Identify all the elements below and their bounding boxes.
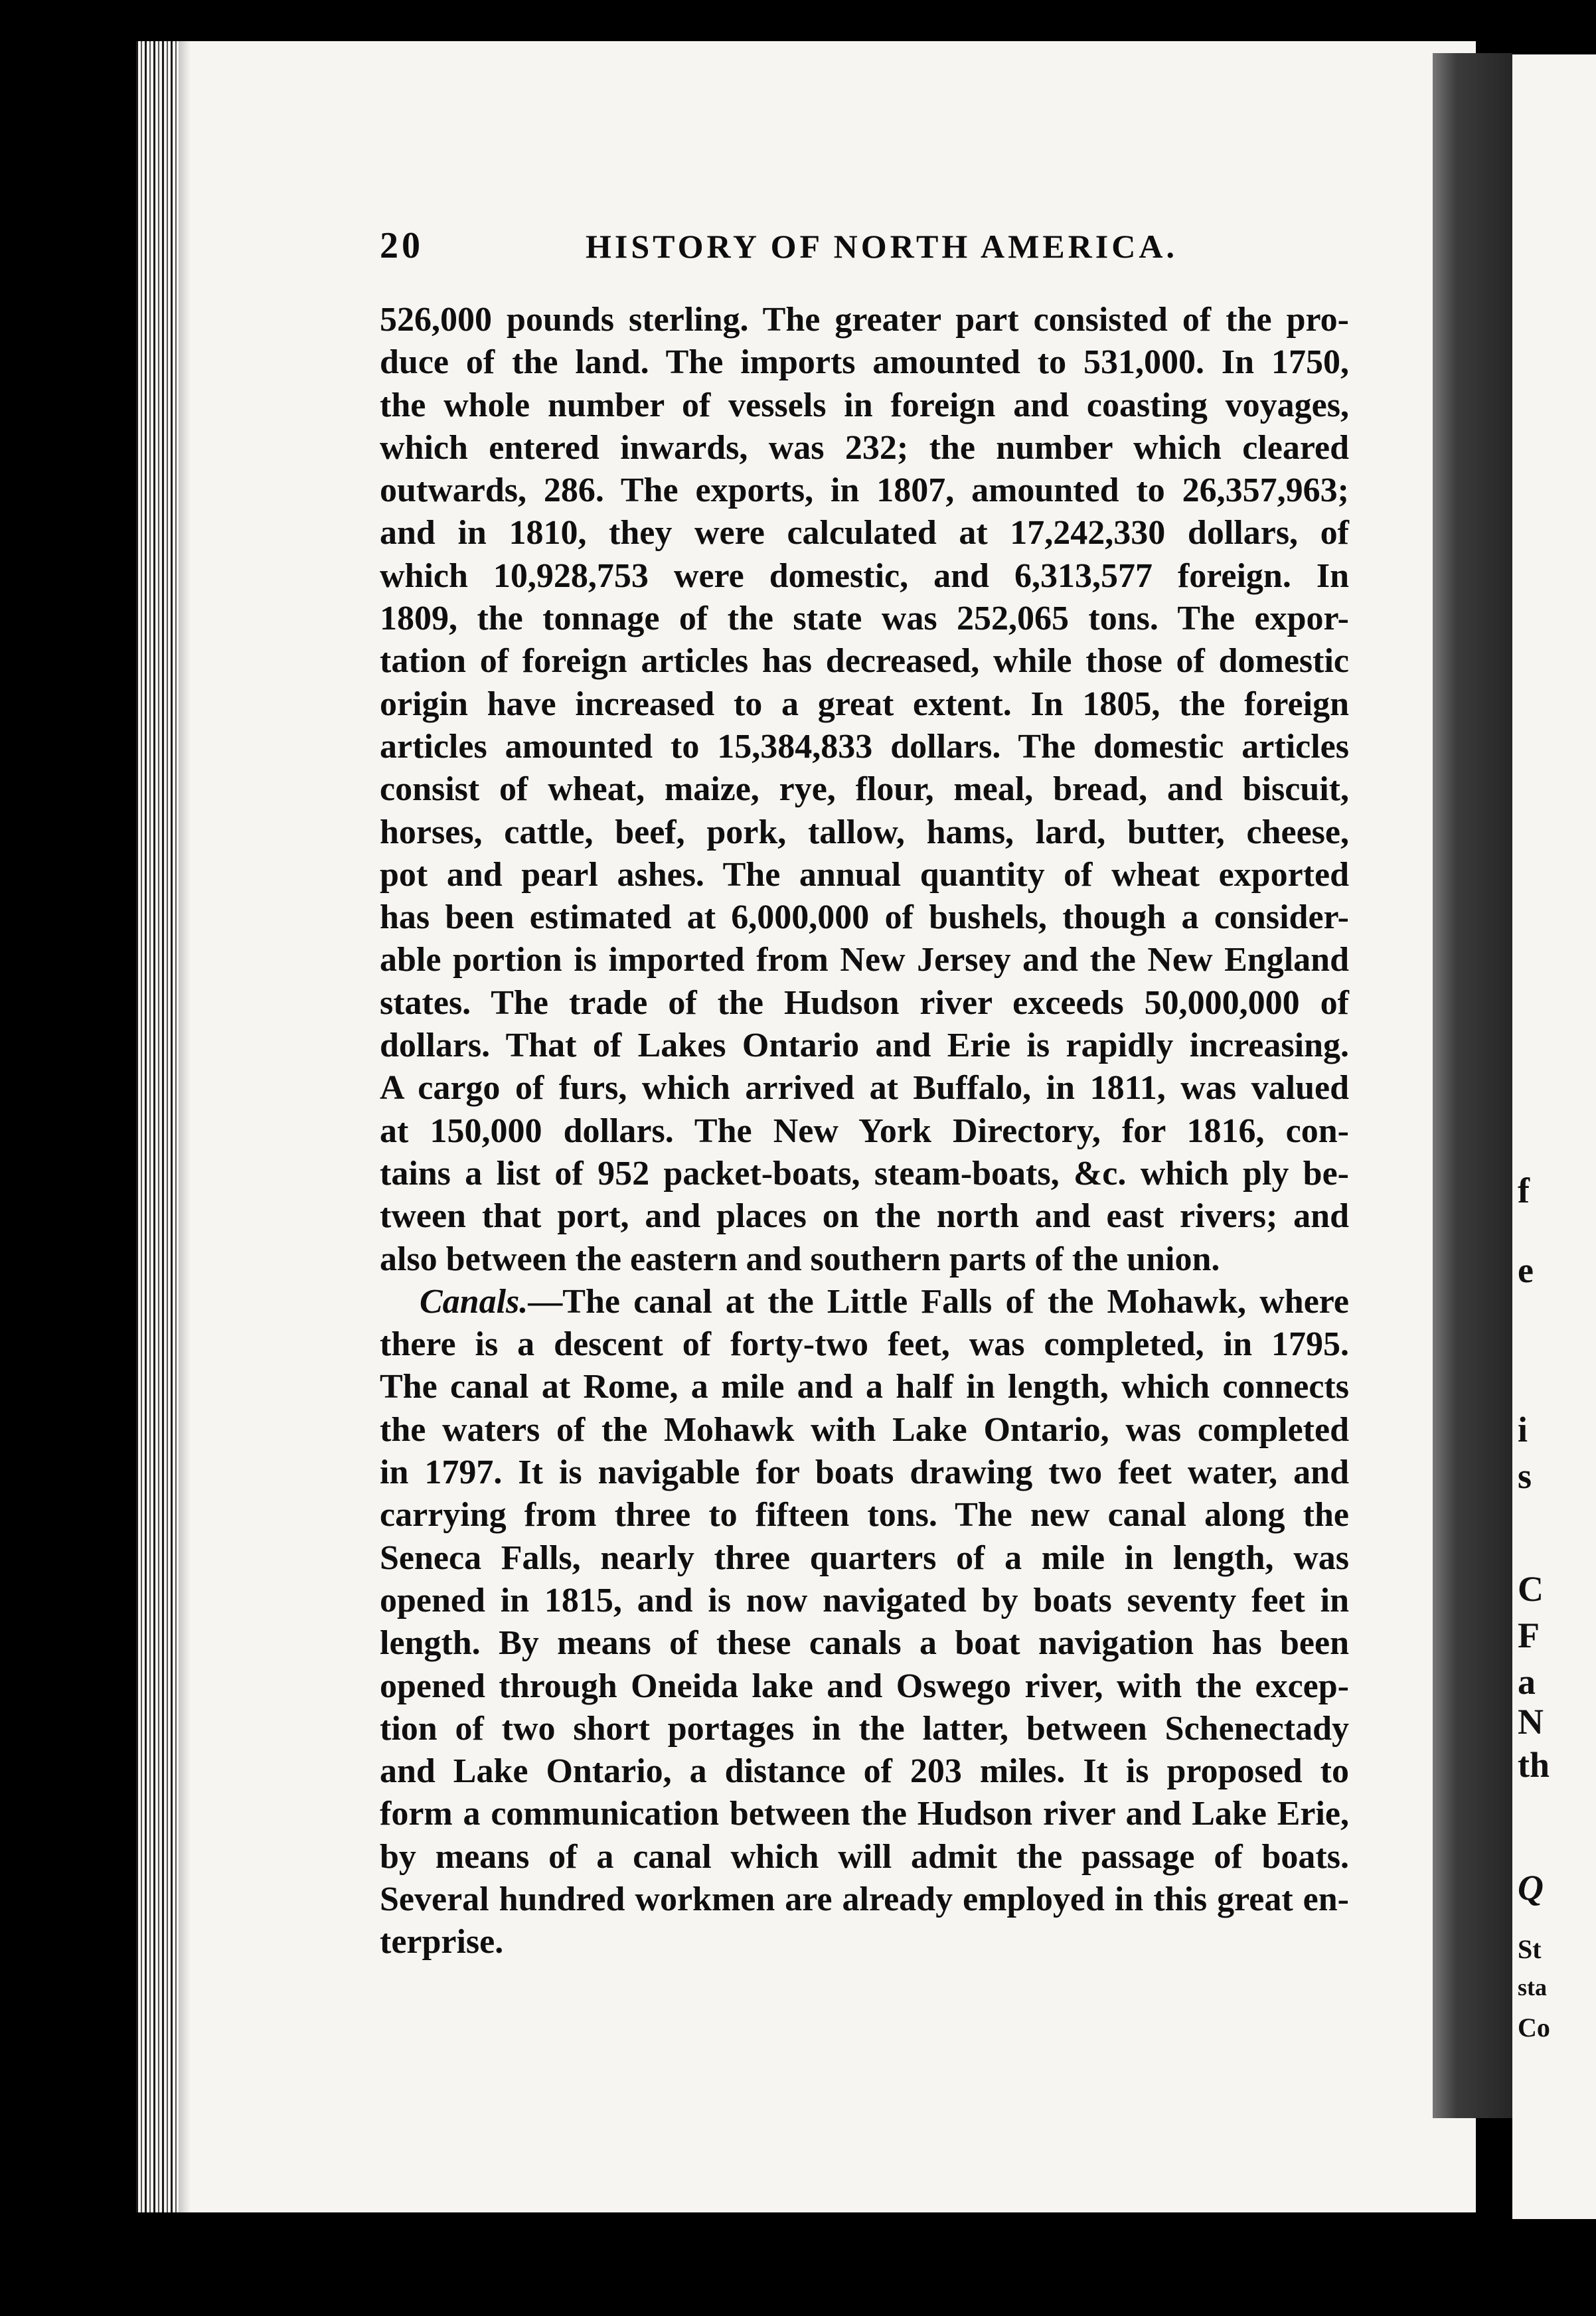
fragment-text: F [1518,1615,1540,1655]
fragment-text: f [1518,1171,1530,1210]
text-line: pot and pearl ashes. The annual quantity of wheat exported [380,855,1349,894]
text-line: terprise. [380,1923,504,1961]
text-line: The canal at Rome, a mile and a half in length, which connects [380,1368,1349,1406]
text-line: consist of wheat, maize, rye, flour, meal, bread, and biscuit, [380,770,1349,809]
text-line: tion of two short portages in the latter, between Schenectady [380,1709,1349,1748]
fragment-text: Co [1518,2013,1550,2042]
page-number: 20 [380,225,424,266]
paragraph-trade [380,299,1349,1281]
fragment-text: a [1518,1662,1536,1702]
fragment-text: St [1518,1934,1542,1964]
text-line: and Lake Ontario, a distance of 203 miles. It is proposed to [380,1752,1349,1791]
text-fragment: —The canal at the Little Falls of the Mohawk, where [528,1282,1349,1321]
text-line: duce of the land. The imports amounted to 531,000. In 1750, [380,343,1349,382]
text-line: able portion is imported from New Jersey and the New England [380,941,1349,979]
text-line: 1809, the tonnage of the state was 252,065 tons. The expor- [380,600,1349,638]
text-line: articles amounted to 15,384,833 dollars. The domestic articles [380,727,1349,766]
running-head: HISTORY OF NORTH AMERICA. [586,228,1178,265]
fragment-text: s [1518,1456,1532,1496]
text-line: and in 1810, they were calculated at 17,242,330 dollars, of [380,514,1349,552]
text-line: which entered inwards, was 232; the number which cleared [380,428,1349,467]
text-line: opened through Oneida lake and Oswego river, with the excep- [380,1667,1349,1705]
text-line: at 150,000 dollars. The New York Directory, for 1816, con- [380,1112,1349,1150]
page-edge-shadow [1433,53,1512,2118]
text-line: tween that port, and places on the north and east rivers; and [380,1197,1349,1236]
text-line: the waters of the Mohawk with Lake Ontario, was completed [380,1410,1349,1449]
text-line: dollars. That of Lakes Ontario and Erie is rapidly increasing. [380,1027,1349,1065]
text-line: tains a list of 952 packet-boats, steam-boats, &c. which ply be- [380,1154,1349,1193]
text-line [380,1281,1349,1323]
gutter-shadow [179,41,191,2212]
text-line: outwards, 286. The exports, in 1807, amounted to 26,357,963; [380,471,1349,510]
text-line: states. The trade of the Hudson river exceeds 50,000,000 of [380,983,1349,1022]
section-label: Canals. [420,1282,528,1321]
text-line: has been estimated at 6,000,000 of bushels, though a consider- [380,898,1349,937]
text-line: A cargo of furs, which arrived at Buffalo, in 1811, was valued [380,1069,1349,1108]
text-line: also between the eastern and southern parts of the union. [380,1240,1220,1278]
text-line: carrying from three to fifteen tons. The new canal along the [380,1496,1349,1534]
fragment-text: Q [1518,1868,1544,1908]
body-text [380,299,1349,1964]
text-line: origin have increased to a great extent. In 1805, the foreign [380,685,1349,723]
fragment-text: i [1518,1410,1528,1449]
text-line: there is a descent of forty-two feet, was completed, in 1795. [380,1325,1349,1364]
text-line: by means of a canal which will admit the passage of boats. [380,1837,1349,1876]
text-line: tation of foreign articles has decreased, while those of domestic [380,642,1349,681]
book-gutter [136,41,179,2212]
text-line: form a communication between the Hudson river and Lake Erie, [380,1795,1349,1833]
fragment-text: e [1518,1250,1534,1290]
fragment-text: th [1518,1745,1550,1785]
text-line: which 10,928,753 were domestic, and 6,313,577 foreign. In [380,556,1349,595]
text-line: Seneca Falls, nearly three quarters of a mile in length, was [380,1538,1349,1577]
text-line: opened in 1815, and is now navigated by boats seventy feet in [380,1581,1349,1619]
paragraph-canals [380,1281,1349,1964]
text-line: length. By means of these canals a boat navigation has been [380,1624,1349,1663]
fragment-text: C [1518,1569,1544,1609]
text-line: 526,000 pounds sterling. The greater part consisted of the pro- [380,301,1349,339]
text-line: Several hundred workmen are already employed in this great en- [380,1880,1349,1918]
text-line: horses, cattle, beef, pork, tallow, hams, lard, butter, cheese, [380,813,1349,851]
fragment-text: N [1518,1702,1544,1742]
text-line: the whole number of vessels in foreign and coasting voyages, [380,386,1349,424]
fragment-text: sta [1518,1974,1547,2001]
facing-page-fragment [1512,54,1596,2219]
text-line: in 1797. It is navigable for boats drawing two feet water, and [380,1453,1349,1492]
